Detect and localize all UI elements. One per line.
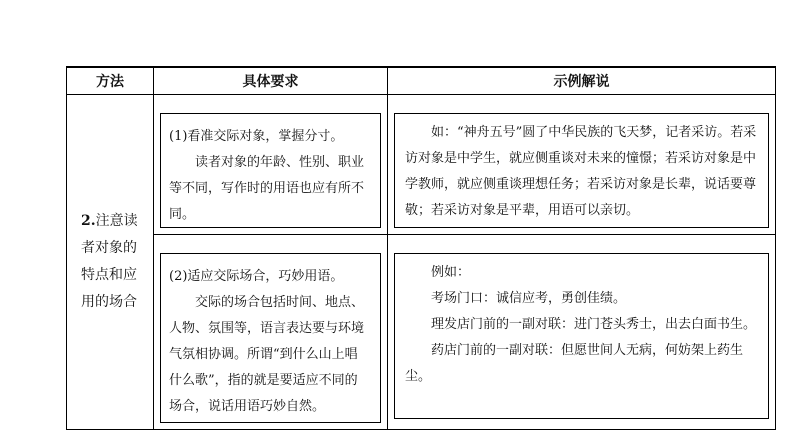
example-line: 药店门前的一副对联：但愿世间人无病，何妨架上药生尘。 [405,343,744,384]
method-table [66,66,776,430]
requirement-box [160,113,381,228]
requirement-detail: 交际的场合包括时间、地点、人物、氛围等，语言表达要与环境气氛相协调。所谓“到什么山上唱什么歌”，指的就是要适应不同的场合，说话用语巧妙自然。 [169,295,365,414]
example-cell [388,95,776,235]
example-text: 如：“神舟五号”圆了中华民族的飞天梦，记者采访。若采访对象是中学生，就应侧重谈对未来的憧憬；若采访对象是中学教师，就应侧重谈理想任务；若采访对象是长辈，说话要尊敬；若采访对象是平辈，用语可以亲切。 [405,125,757,218]
method-number: 2. [81,213,96,229]
example-box [394,253,769,419]
table-row [67,95,776,235]
header-example: 示例解说 [388,67,776,95]
example-box [394,113,769,228]
method-table-container [66,66,775,430]
requirement-cell [154,235,388,430]
table-row [67,235,776,430]
requirement-cell [154,95,388,235]
example-cell [388,235,776,430]
example-intro: 例如： [431,265,471,280]
requirement-title: (1)看准交际对象，掌握分寸。 [169,129,344,144]
requirement-box [160,253,381,423]
requirement-detail: 读者对象的年龄、性别、职业等不同，写作时的用语也应有所不同。 [169,155,365,222]
table-header-row [67,67,776,95]
method-cell [67,95,154,430]
method-text: 注意读者对象的特点和应用的场合 [81,213,138,310]
example-line: 理发店门前的一副对联：进门苍头秀士，出去白面书生。 [431,317,757,332]
header-method: 方法 [67,67,154,95]
requirement-title: (2)适应交际场合，巧妙用语。 [169,269,344,284]
header-requirement: 具体要求 [154,67,388,95]
example-line: 考场门口：诚信应考，勇创佳绩。 [431,291,627,306]
